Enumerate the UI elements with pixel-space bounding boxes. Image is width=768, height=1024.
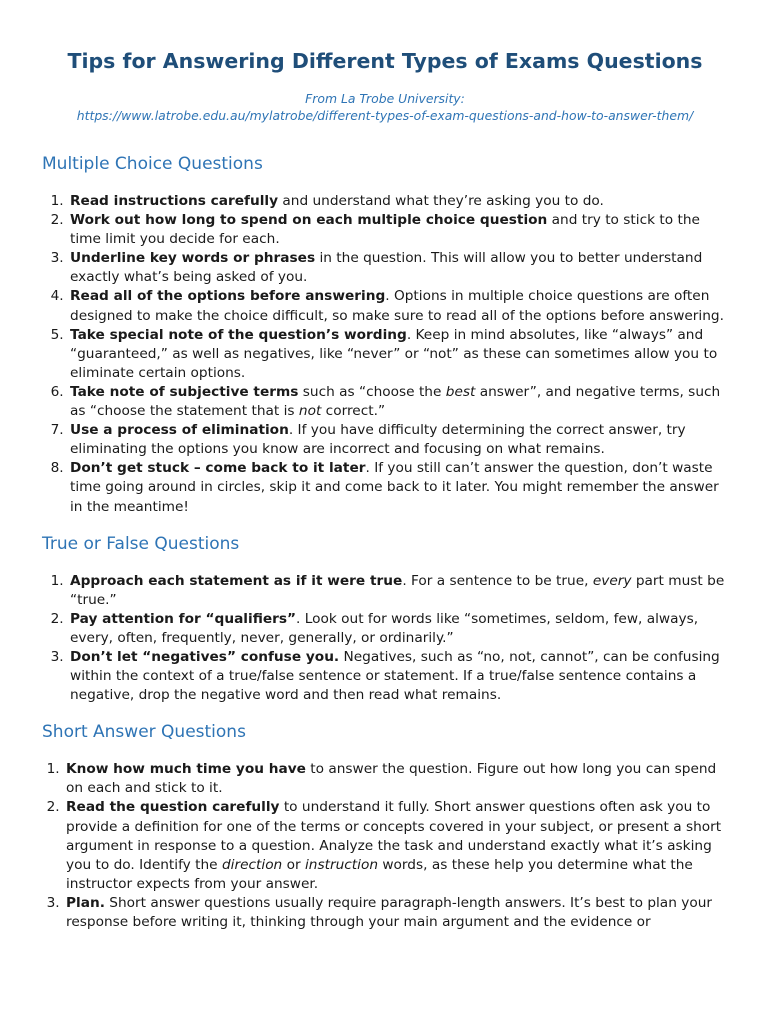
list-item [68, 459, 728, 516]
list-item [68, 211, 728, 249]
item-text: . Look out for words like “sometimes, seldom, few, always, every, often, frequently, never, generally, or ordinarily.” [70, 610, 699, 646]
section-heading-short-answer: Short Answer Questions [42, 722, 246, 743]
item-lead-text: Plan. [66, 894, 105, 911]
list-item [68, 287, 728, 325]
section-heading-true-false: True or False Questions [42, 533, 240, 554]
item-lead-text: Pay attention for “qualifiers” [70, 610, 297, 627]
item-emphasis-text: not [298, 403, 322, 420]
item-text: to answer the question. Figure out how long you can spend on each and stick to it. [66, 761, 717, 797]
source-attribution [42, 90, 728, 124]
item-text: . Options in multiple choice questions are often designed to make the choice difficult, so make sure to read all of the options before answering. [70, 288, 724, 324]
item-lead-text: Read all of the options before answering [70, 288, 386, 305]
short-answer-tips-list [42, 760, 728, 932]
item-emphasis-text: best [445, 383, 476, 400]
item-lead-text: Don’t get stuck – come back to it later [70, 460, 366, 477]
item-emphasis-text: every [592, 572, 632, 589]
item-text: Negatives, such as “no, not, cannot”, can be confusing within the context of a true/false sentence or statement. If a true/false sentence contains a negative, drop the negative word and then read what remains. [70, 648, 720, 704]
list-item [68, 648, 728, 705]
list-item [68, 610, 728, 648]
item-text: . For a sentence to be true, [402, 572, 593, 589]
item-text: in the question. This will allow you to better understand exactly what’s being asked of you. [70, 250, 703, 286]
list-item [68, 572, 728, 610]
item-text: or [282, 856, 305, 873]
list-item [64, 760, 728, 798]
item-text: to understand it fully. Short answer questions often ask you to provide a definition for one of the terms or concepts covered in your subject, or present a short argument in response to a question. Analyze the task and understand exactly what it’s asking you to do. Identify the [66, 799, 722, 873]
document-title: Tips for Answering Different Types of Exams Questions [67, 49, 703, 73]
list-item [68, 249, 728, 287]
item-lead-text: Underline key words or phrases [70, 250, 316, 267]
item-text: words, as these help you determine what the instructor expects from your answer. [66, 856, 693, 892]
item-text: answer”, and negative terms, such as “choose the statement that is [70, 383, 721, 420]
item-lead-text: Use a process of elimination [70, 422, 289, 439]
source-line: From La Trobe University: [305, 91, 465, 106]
item-lead-text: Take special note of the question’s wording [70, 326, 407, 343]
item-lead-text: Read instructions carefully [70, 193, 279, 209]
list-item [64, 894, 728, 932]
item-lead-text: Read the question carefully [66, 799, 280, 816]
item-lead-text: Take note of subjective terms [70, 383, 299, 400]
true-false-tips-list [42, 572, 728, 706]
item-text: and understand what they’re asking you to do. [278, 193, 604, 209]
item-text: Short answer questions usually require paragraph-length answers. It’s best to plan your response before writing it, thinking through your main argument and the evidence or [66, 894, 712, 930]
item-emphasis-text: direction [221, 856, 283, 873]
item-text: correct.” [321, 403, 386, 420]
item-lead-text: Approach each statement as if it were true [70, 572, 403, 589]
item-lead-text: Work out how long to spend on each multiple choice question [70, 212, 548, 229]
item-lead-text: Know how much time you have [66, 761, 306, 778]
list-item [68, 383, 728, 421]
item-text: and try to stick to the time limit you decide for each. [70, 212, 700, 248]
item-text: . Keep in mind absolutes, like “always” and “guaranteed,” as well as negatives, like “never” or “not” as these can sometimes allow you to eliminate certain options. [70, 326, 718, 381]
source-url: https://www.latrobe.edu.au/mylatrobe/different-types-of-exam-questions-and-how-to-answer-them/ [76, 108, 694, 123]
item-text: . If you still can’t answer the question, don’t waste time going around in circles, skip it and come back to it later. You might remember the answer in the meantime! [70, 460, 719, 515]
item-text: . If you have difficulty determining the correct answer, try eliminating the options you know are incorrect and focusing on what remains. [70, 422, 686, 458]
list-item [68, 421, 728, 459]
item-text: part must be “true.” [70, 572, 725, 608]
item-lead-text: Don’t let “negatives” confuse you. [70, 648, 340, 665]
list-item [68, 326, 728, 383]
item-emphasis-text: instruction [304, 856, 378, 873]
list-item [64, 798, 728, 893]
list-item [68, 192, 728, 211]
item-text: such as “choose the [298, 383, 446, 400]
section-heading-multiple-choice: Multiple Choice Questions [42, 154, 263, 174]
multiple-choice-tips-list [42, 192, 728, 517]
